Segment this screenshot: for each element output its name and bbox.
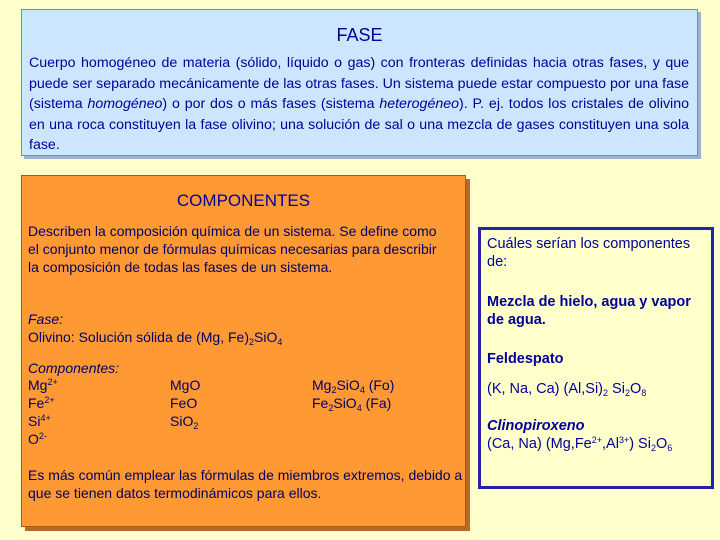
fase-definition [29,53,689,156]
componentes-footer: Es más común emplear las fórmulas de miembros extremos, debido a que se tienen datos termodinámicos para ellos. [28,467,463,501]
ion-charge: 4+ [40,413,51,423]
end-member-item [312,376,394,394]
feldespato-formula [487,380,646,398]
formula-sub: 2 [650,443,656,453]
questions-intro: Cuáles serían los componentes de: [487,236,691,270]
formula-part: ,Al [602,436,619,452]
ions-column [28,376,58,448]
clinopiroxeno-formula [487,435,672,453]
ion-item [28,430,58,448]
formula-sub: 6 [667,443,673,453]
oxide-cation: Si [170,413,183,429]
question-feldespato: Feldespato [487,351,564,367]
ion-charge: 2+ [44,395,55,405]
oxide-cation: Fe [170,395,187,411]
formula-part: (K, Na, Ca) (Al,Si) [487,381,604,397]
question-ice-water: Mezcla de hielo, agua y vapor de agua. [487,294,691,328]
formula-part: Si [608,381,625,397]
end-member-item [312,394,394,412]
end-member-cation: Mg [312,377,332,393]
fase-panel [21,9,698,156]
end-member-mid: SiO [336,377,360,393]
end-member-name: (Fo) [364,377,395,393]
oxide-anion: O [186,395,198,411]
formula-part: O [655,436,668,452]
oxide-sub: 2 [193,421,199,431]
end-member-sub: 4 [359,385,365,395]
componentes-panel [21,175,466,527]
olivino-line [28,328,282,346]
formula-part: (Ca, Na) (Mg,Fe [487,436,592,452]
end-member-sub: 4 [356,403,362,413]
fase-italic-heterogeneo: heterogéneo [379,96,460,112]
formula-sup: 3+ [618,435,630,445]
ion-item [28,394,58,412]
question-clinopiroxeno: Clinopiroxeno [487,418,585,434]
fase-label: Fase: [28,311,64,327]
componentes-title: COMPONENTES [176,191,311,210]
questions-panel [478,227,714,489]
ion-charge: 2+ [47,377,58,387]
formula-sub: 2 [624,388,630,398]
olivino-prefix: Olivino: Solución sólida de (Mg, Fe) [28,329,249,345]
ion-element: O [28,431,39,447]
end-member-sub: 2 [328,403,334,413]
formula-part: O [629,381,642,397]
oxide-cation: Mg [170,377,190,393]
fase-italic-homogeneo: homogéneo [87,96,163,112]
oxide-item [170,376,200,394]
formula-sub: 8 [641,388,647,398]
oxide-item [170,394,200,412]
olivino-o: O [266,329,278,345]
end-member-cation: Fe [312,395,329,411]
oxide-anion: O [182,413,194,429]
fase-text-part: Cuerpo homogéneo de materia (sólido, líquido o gas) con fronteras definidas hacia otras fases, y que puede ser separado mecánicamente de las otras fases. Un sistema puede estar compuesto por una fase (sistema [29,55,689,112]
formula-sup: 2+ [591,435,603,445]
ion-element: Mg [28,377,48,393]
componentes-description: Describen la composición química de un sistema. Se define como el conjunto menor de fórmulas químicas necesarias para describir la composición de todas las fases de un sistema. [28,223,437,275]
formula-part: ) Si [629,436,651,452]
fase-text-part: ). P. ej. todos los cristales de olivino en una roca constituyen la fase olivino; una solución de sal o una mezcla de gases constituyen una sola fase. [29,96,689,153]
oxide-anion: O [189,377,201,393]
end-member-name: (Fa) [361,395,392,411]
olivino-sub: 4 [277,337,283,347]
ion-element: Fe [28,395,45,411]
oxide-item [170,412,200,430]
ion-item [28,412,58,430]
fase-title: FASE [336,25,383,45]
ion-element: Si [28,413,41,429]
fase-text-part: ) o por dos o más fases (sistema [162,96,380,112]
formula-sub: 2 [603,388,609,398]
end-member-mid: SiO [333,395,357,411]
olivino-sub: 2 [249,337,255,347]
olivino-si: Si [254,329,267,345]
end-members-column [312,376,394,412]
oxides-column [170,376,200,430]
ion-item [28,376,58,394]
ion-charge: 2- [38,431,47,441]
end-member-sub: 2 [331,385,337,395]
componentes-label: Componentes: [28,360,120,376]
